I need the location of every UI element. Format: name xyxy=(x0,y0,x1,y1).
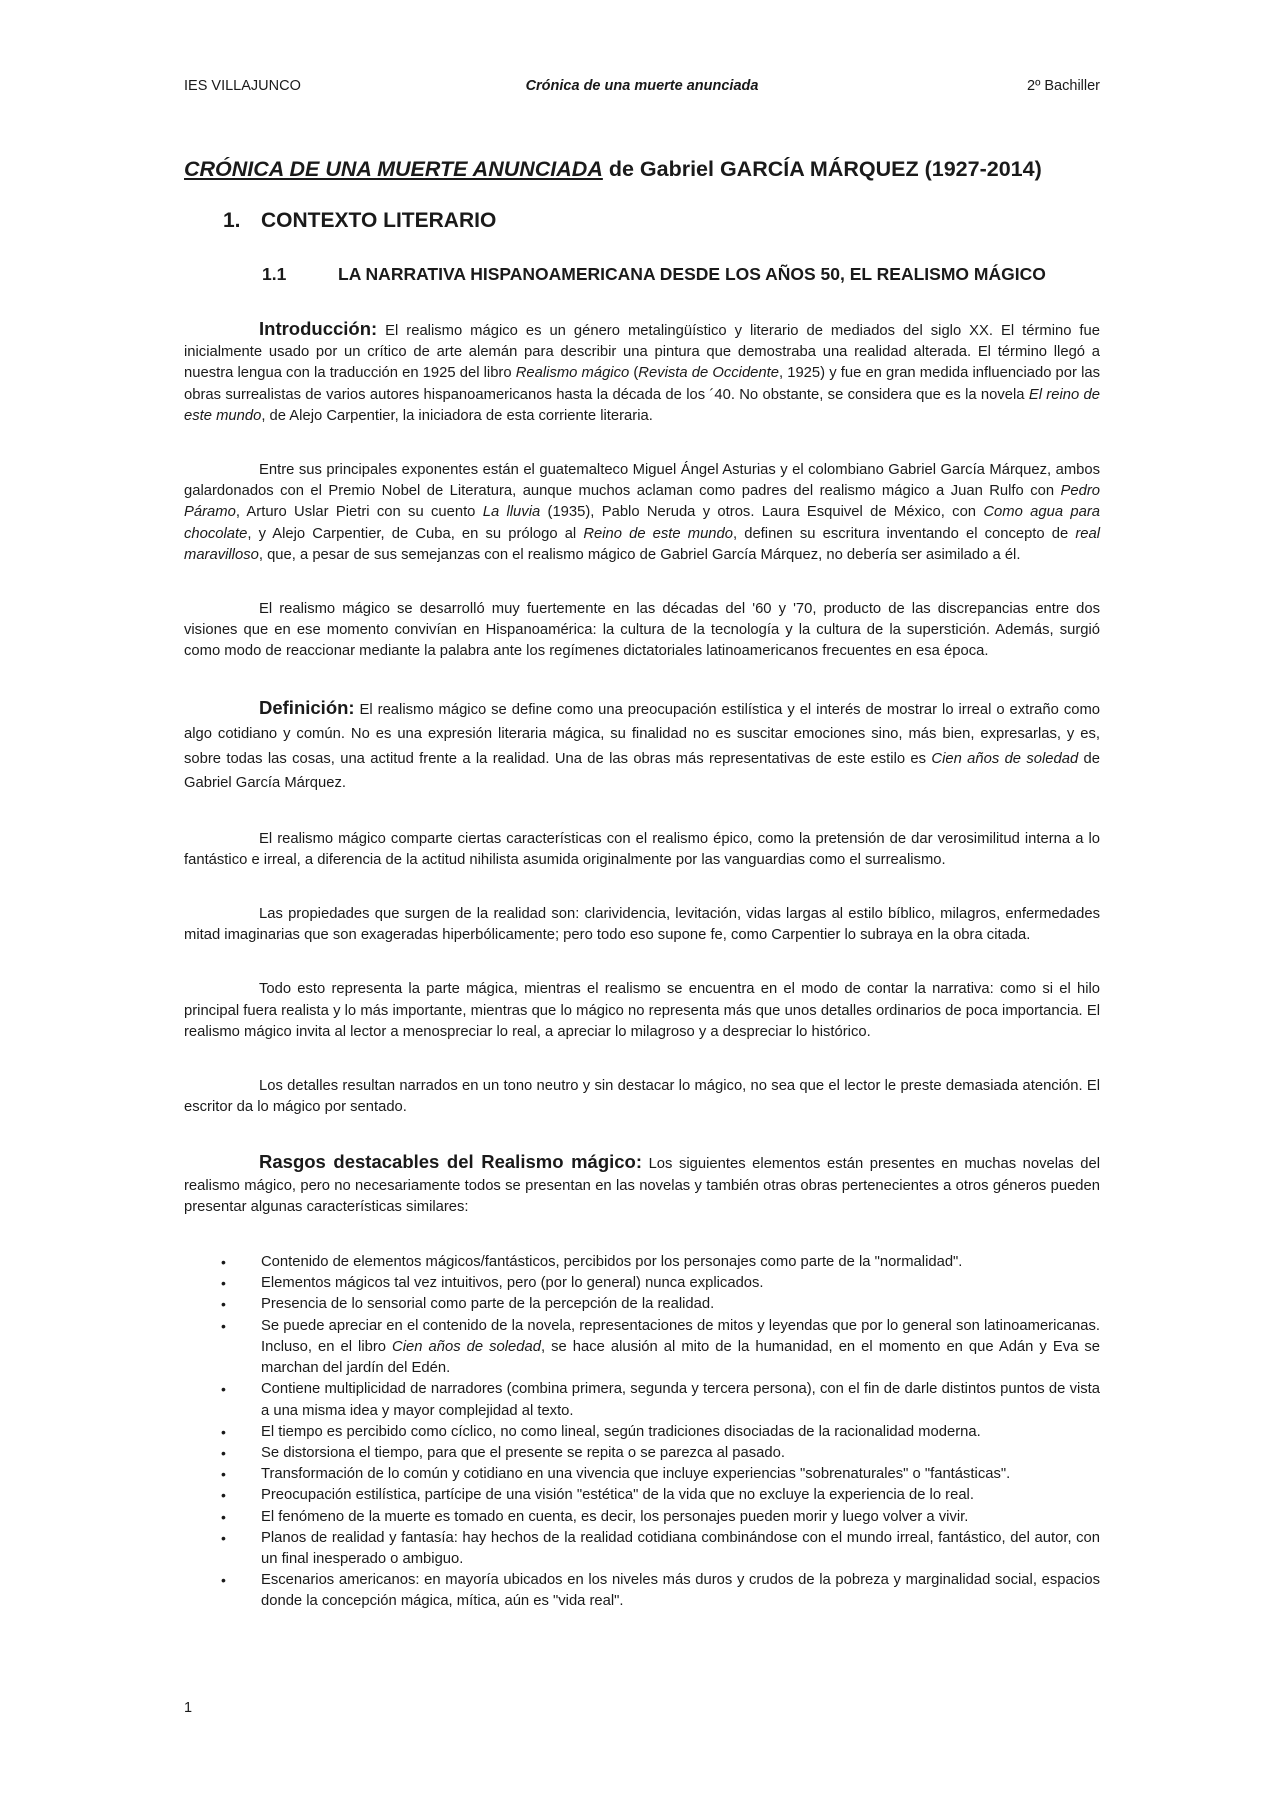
list-item xyxy=(184,1464,1100,1485)
bullet-icon: • xyxy=(221,1487,226,1504)
text-run: de Gabriel García Márquez. xyxy=(184,750,1100,792)
intro-paragraph xyxy=(184,318,1100,427)
text-run: , 1925) y fue en gran medida influenciado por las obras surrealistas de varios autores hispanoamericanos hasta la década de los ´40. No obstante, se considera que es la novela xyxy=(184,365,1100,403)
bullet-icon: • xyxy=(221,1572,226,1589)
title-author: de Gabriel GARCÍA MÁRQUEZ (1927-2014) xyxy=(602,157,1042,181)
properties-paragraph: Las propiedades que surgen de la realidad son: clarividencia, levitación, vidas largas al estilo bíblico, milagros, enfermedades mitad imaginarias que son exageradas hiperbólicamente; pero todo eso supone fe, como Carpentier lo subraya en la obra citada. xyxy=(184,906,1100,944)
list-item-text: Planos de realidad y fantasía: hay hechos de la realidad cotidiana combinándose con el mundo irreal, fantástico, del autor, con un final inesperado o ambiguo. xyxy=(261,1529,1100,1567)
text-run: , y Alejo Carpentier, de Cuba, en su prólogo al xyxy=(247,525,584,542)
italic-title: Como agua para chocolate xyxy=(184,504,1100,542)
list-item-text: Contenido de elementos mágicos/fantásticos, percibidos por los personajes como parte de la "normalidad". xyxy=(261,1254,963,1271)
header-course: 2º Bachiller xyxy=(1027,78,1100,94)
list-item-text: Transformación de lo común y cotidiano en una vivencia que incluye experiencias "sobrenaturales" o "fantásticas". xyxy=(261,1466,1011,1483)
document-title xyxy=(184,152,1100,186)
bullet-icon: • xyxy=(221,1381,226,1398)
text-run: El realismo mágico se define como una preocupación estilística y el interés de mostrar lo irreal o extraño como algo cotidiano y común. No es una expresión literaria mágica, su finalidad no es suscitar emociones sino, más bien, expresarlas, y es, sobre todas las cosas, una actitud frente a la realidad. Una de las obras más representativas de este estilo es xyxy=(184,701,1100,767)
subsection-title: LA NARRATIVA HISPANOAMERICANA DESDE LOS AÑOS 50, EL REALISMO MÁGICO xyxy=(338,264,1046,284)
list-item-text: Elementos mágicos tal vez intuitivos, pero (por lo general) nunca explicados. xyxy=(261,1275,764,1292)
list-item xyxy=(184,1422,1100,1443)
bullet-icon: • xyxy=(221,1317,226,1334)
title-work: CRÓNICA DE UNA MUERTE ANUNCIADA xyxy=(184,157,603,181)
text-run: , de Alejo Carpentier, la iniciadora de esta corriente literaria. xyxy=(261,407,653,424)
list-item-text: Se puede apreciar en el contenido de la novela, representaciones de mitos y leyendas que por lo general son latinoamericanas. Incluso, en el libro xyxy=(261,1317,1100,1355)
traits-lead: Rasgos destacables del Realismo mágico: xyxy=(259,1151,643,1173)
italic-term: real maravilloso xyxy=(184,525,1101,563)
text-run: (1935), Pablo Neruda y otros. Laura Esquivel de México, con xyxy=(540,504,984,521)
list-item xyxy=(184,1316,1100,1380)
development-paragraph: El realismo mágico se desarrolló muy fuertemente en las décadas del '60 y '70, producto de las discrepancias entre dos visiones que en ese momento convivían en Hispanoamérica: la cultura de la tecnología y la cultura de la superstición. Además, surgió como modo de reaccionar mediante la palabra ante los regímenes dictatoriales latinoamericanos frecuentes en esa época. xyxy=(184,601,1100,660)
list-item-text: Preocupación estilística, partícipe de una visión "estética" de la vida que no excluye la experiencia de lo real. xyxy=(261,1487,974,1504)
traits-list xyxy=(184,1252,1100,1612)
section-title: CONTEXTO LITERARIO xyxy=(261,209,497,232)
text-run: , Arturo Uslar Pietri con su cuento xyxy=(235,504,483,521)
shared-traits-paragraph: El realismo mágico comparte ciertas características con el realismo épico, como la pretensión de dar verosimilitud interna a lo fantástico e irreal, a diferencia de la actitud nihilista asumida originalmente por las vanguardias como el surrealismo. xyxy=(184,830,1100,868)
section-heading-1 xyxy=(223,204,1100,238)
text-run: , que, a pesar de sus semejanzas con el realismo mágico de Gabriel García Márquez, no debería ser asimilado a él. xyxy=(258,546,1021,563)
list-item xyxy=(184,1379,1100,1421)
list-item xyxy=(184,1252,1100,1273)
section-number: 1. xyxy=(223,209,241,232)
list-item-text: , se hace alusión al mito de la humanidad, en el momento en que Adán y Eva se marchan del jardín del Edén. xyxy=(261,1338,1100,1377)
italic-title: Realismo mágico xyxy=(515,365,630,382)
italic-title: La lluvia xyxy=(482,504,541,521)
magic-part-paragraph: Todo esto representa la parte mágica, mientras el realismo se encuentra en el modo de contar la narrativa: como si el hilo principal fuera realista y lo más importante, mientras que lo mágico no representa más que unos detalles ordinarios de poca importancia. El realismo mágico invita al lector a menospreciar lo real, a apreciar lo milagroso y a despreciar lo histórico. xyxy=(184,981,1100,1040)
traits-intro-paragraph xyxy=(184,1151,1100,1218)
text-run: Entre sus principales exponentes están el guatemalteco Miguel Ángel Asturias y el colombiano Gabriel García Márquez, ambos galardonados con el Premio Nobel de Literatura, aunque muchos aclaman como padres del realismo mágico a Juan Rulfo con xyxy=(184,462,1100,500)
list-item xyxy=(184,1570,1100,1612)
bullet-icon: • xyxy=(221,1254,226,1271)
text-run: ( xyxy=(629,365,639,382)
list-item-text: Presencia de lo sensorial como parte de la percepción de la realidad. xyxy=(261,1296,715,1313)
subsection-number: 1.1 xyxy=(262,264,287,284)
bullet-icon: • xyxy=(221,1423,226,1440)
italic-title: Pedro Páramo xyxy=(184,483,1100,521)
subsection-heading-1-1 xyxy=(262,260,1100,288)
list-item xyxy=(184,1528,1100,1570)
details-paragraph: Los detalles resultan narrados en un tono neutro y sin destacar lo mágico, no sea que el lector le preste demasiada atención. El escritor da lo mágico por sentado. xyxy=(184,1078,1100,1116)
text-run: Los siguientes elementos están presentes en muchas novelas del realismo mágico, pero no necesariamente todos se presentan en las novelas y también otras obras pertenecientes a otros géneros pueden presentar algunas características similares: xyxy=(184,1156,1100,1215)
italic-title: Cien años de soledad xyxy=(931,750,1079,767)
list-item-text: Se distorsiona el tiempo, para que el presente se repita o se parezca al pasado. xyxy=(261,1444,785,1461)
list-item-text: El tiempo es percibido como cíclico, no como lineal, según tradiciones disociadas de la racionalidad moderna. xyxy=(261,1423,981,1440)
text-run: El realismo mágico es un género metalingüístico y literario de mediados del siglo XX. El término fue inicialmente usado por un crítico de arte alemán para describir una pintura que demostraba una realidad alterada. El término llegó a nuestra lengua con la traducción en 1925 del libro xyxy=(184,323,1100,382)
bullet-icon: • xyxy=(221,1275,226,1292)
italic-title: Reino de este mundo xyxy=(583,525,733,542)
bullet-icon: • xyxy=(221,1529,226,1546)
list-item xyxy=(184,1507,1100,1528)
bullet-icon: • xyxy=(221,1508,226,1525)
bullet-icon: • xyxy=(221,1444,226,1461)
text-run: , definen su escritura inventando el concepto de xyxy=(733,525,1076,542)
intro-lead: Introducción: xyxy=(259,318,378,339)
page-number: 1 xyxy=(184,1700,193,1716)
definition-lead: Definición: xyxy=(259,696,355,718)
italic-title: Revista de Occidente xyxy=(638,365,779,382)
list-item xyxy=(184,1273,1100,1294)
bullet-icon: • xyxy=(221,1466,226,1483)
list-item xyxy=(184,1294,1100,1315)
bullet-icon: • xyxy=(221,1296,226,1313)
list-item xyxy=(184,1485,1100,1506)
definition-paragraph xyxy=(184,696,1100,796)
italic-title: El reino de este mundo xyxy=(184,386,1100,424)
list-item xyxy=(184,1443,1100,1464)
italic-title: Cien años de soledad xyxy=(392,1338,541,1355)
header-book-title: Crónica de una muerte anunciada xyxy=(525,78,759,94)
list-item-text: Contiene multiplicidad de narradores (combina primera, segunda y tercera persona), con el fin de darle distintos puntos de vista a una misma idea y mayor complejidad al texto. xyxy=(261,1381,1100,1419)
list-item-text: El fenómeno de la muerte es tomado en cuenta, es decir, los personajes pueden morir y luego volver a vivir. xyxy=(261,1508,969,1525)
header-school: IES VILLAJUNCO xyxy=(184,78,301,94)
exponents-paragraph xyxy=(184,460,1100,566)
list-item-text: Escenarios americanos: en mayoría ubicados en los niveles más duros y crudos de la pobreza y marginalidad social, espacios donde la concepción mágica, mítica, aún es "vida real". xyxy=(261,1572,1100,1610)
page-header xyxy=(184,78,1100,100)
document-body xyxy=(184,152,1100,1613)
